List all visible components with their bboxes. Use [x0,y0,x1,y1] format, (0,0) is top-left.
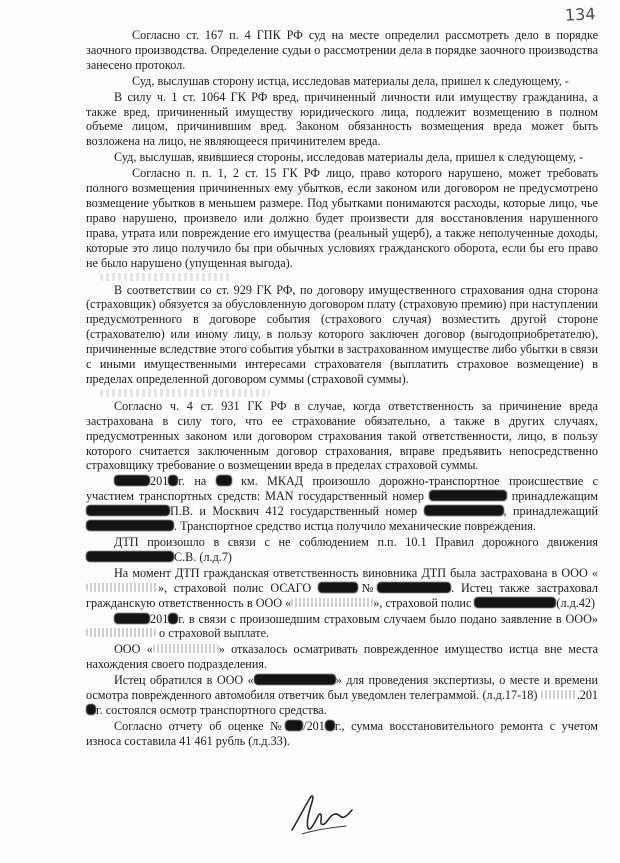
paragraph-3: В силу ч. 1 ст. 1064 ГК РФ вред, причиненный личности или имуществу гражданина, а также вред, причиненный имуществу юридического лица, подлежит возмещению в полном объеме лицом, причинившим вред. Законом обязанность возмещения вреда может быть возложена на лицо, не являющееся причинителем вреда. [86,89,598,149]
redacted-text [318,582,358,593]
redacted-text [216,475,232,486]
faded-company-name [153,644,219,653]
paragraph-11: 201 г. в связи с произошедшим страховым случаем было подано заявление в ООО» о страховой выплате. [86,612,598,642]
redacted-report-number [285,720,303,731]
document-body [86,28,598,750]
redacted-date [114,613,150,624]
paragraph-13: Истец обратился в ООО « » для проведения экспертизы, о месте и времени осмотра поврежденного автомобиля ответчик был уведомлен телеграммой. (л.д.17-18) .201г. состоялся осмотр транспортного средства. [86,673,599,717]
redacted-name [86,520,174,531]
faded-company-name [86,583,158,592]
redacted-name [86,505,170,516]
paragraph-5: Согласно п. п. 1, 2 ст. 15 ГК РФ лицо, право которого нарушено, может требовать полного возмещения причиненных ему убытков, если законом или договором не предусмотрено возмещение убытков в меньшем размере. Под убытками понимаются расходы, которые лицо, чье право нарушено, произвело или должно будет произвести для восстановления нарушенного права, утрата или повреждение его имущества (реальный ущерб), а также неполученные доходы, которые это лицо получило бы при обычных условиях гражданского оборота, если бы его право не было нарушено (упущенная выгода). [86,166,598,270]
paragraph-9: ДТП произошло в связи с не соблюдением п.п. 10.1 Правил дорожного движения С.В. (л.д.7) [86,535,598,565]
paragraph-4: Суд, выслушав, явившиеся стороны, исследовав материалы дела, пришел к следующему, - [114,150,584,165]
faded-text-line [100,273,230,281]
paragraph-1: Согласно ст. 167 п. 4 ГПК РФ суд на месте определил рассмотреть дело в порядке заочного производства. Определение судьи о рассмотрении дела в порядке заочного производства занесено протокол. [86,28,598,72]
redacted-text [325,720,335,731]
faded-date [541,690,577,699]
redacted-policy-number [474,597,556,608]
paragraph-6: В соответствии со ст. 929 ГК РФ, по договору имущественного страхования одна сторона (страховщик) обязуется за обусловленную договором плату (страховую премию) при наступлении предусмотренного в договоре события (страхового случая) возместить другой стороне (страхователю) или иному лицу, в пользу которого заключен договор (выгодоприобретателю), причиненные вследствие этого события убытки в застрахованном имуществе либо убытки в связи с иными имущественными интересами страхователя (выплатить страховое возмещение) в пределах определенной договором суммы (страховой суммы). [86,282,598,386]
paragraph-12: ООО « » отказалось осматривать поврежденное имущество истца вне места нахождения своего подразделения. [86,642,599,672]
paragraph-7: Согласно ч. 4 ст. 931 ГК РФ в случае, когда ответственность за причинение вреда застрахована в силу того, что ее страхование обязательно, а также в других случаях, предусмотренных законом или договором страхования такой ответственности, лицо, в пользу которого считается заключенным договор страхования, вправе предъявить непосредственно страховщику требование о возмещении вреда в пределах страховой суммы. [86,398,598,473]
signature-image [288,790,358,836]
redacted-plate-number [429,490,507,501]
redacted-text [168,613,178,624]
paragraph-14: Согласно отчету об оценке № /201 г., сумма восстановительного ремонта с учетом износа составила 41 461 рубль (л.д.33). [86,718,598,748]
paragraph-2: Суд, выслушав сторону истца, исследовав материалы дела, пришел к следующему, - [132,73,569,88]
faded-company-name [86,628,156,637]
page-number: 134 [564,4,597,25]
redacted-date [114,475,150,486]
redacted-text [168,475,178,486]
redacted-text [86,704,96,715]
redacted-name [86,551,174,562]
redacted-policy-number [377,582,451,593]
paragraph-8: 201 г. на км. МКАД произошло дорожно-транспортное происшествие с участием транспортных средств: MAN государственный номер принадлежащим П.В. и Москвич 412 государственный номер , принадлежащий . Транспортное средство истца получило механические повреждения. [86,474,599,534]
faded-text-line [100,389,270,397]
redacted-company-name [254,674,336,685]
redacted-plate-number [424,505,504,516]
faded-company-name [291,598,373,607]
paragraph-10: На момент ДТП гражданская ответственность виновника ДТП была застрахована в ООО «», страховой полис ОСАГО № . Истец также застраховал гражданскую ответственность в ООО « », страховой полис (л.д.42) [86,565,599,610]
